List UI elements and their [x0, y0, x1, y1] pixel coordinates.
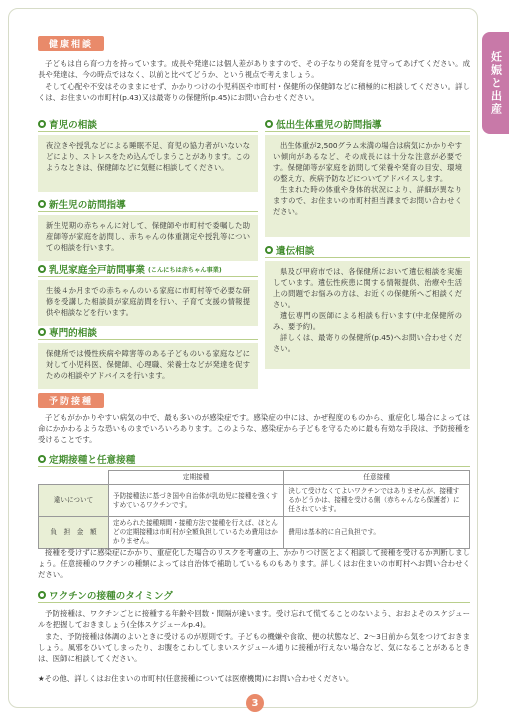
table-cell: 費用は基本的に自己負担です。 [284, 517, 470, 549]
low-birth-weight-visit-box [265, 135, 470, 237]
column-header-routine: 定期接種 [109, 471, 284, 485]
divider [265, 257, 470, 258]
vaccination-tag: 予防接種 [38, 393, 104, 408]
specialist-consultation-box: 保健所では慢性疾病や障害等のある子どものいる家庭などに対して小児科医、保健師、心理職、栄養士などが発達を促すための相談やアドバイスを行います。 [38, 343, 258, 389]
routine-optional-vaccination-heading: 定期接種と任意接種 [38, 452, 135, 466]
circle-bullet-icon [38, 200, 46, 208]
newborn-visit-heading: 新生児の訪問指導 [38, 197, 126, 211]
divider [38, 466, 470, 467]
divider [38, 211, 258, 212]
childcare-consultation-heading: 育児の相談 [38, 117, 97, 131]
timing-paragraph-1: 予防接種は、ワクチンごとに接種する年齢や回数・間隔が違います。受け忘れて慌てることのないよう、おおよそのスケジュールを把握しておきましょう(全体スケジュールp.4)。 [38, 609, 470, 630]
genetic-paragraph-2: 遺伝専門の医師による相談も行います(中北保健所のみ、要予約)。 [273, 311, 462, 331]
table-row [39, 485, 470, 517]
circle-bullet-icon [38, 265, 46, 273]
row-header-cost: 負 担 金 額 [39, 517, 109, 549]
divider [265, 131, 470, 132]
genetic-consultation-box [265, 261, 470, 369]
infant-household-visit-heading: 乳児家庭全戸訪問事業 (こんにちは赤ちゃん事業) [38, 262, 222, 276]
genetic-paragraph-3: 詳しくは、最寄りの保健所(p.45)へお問い合わせください。 [273, 333, 462, 353]
vaccination-intro: 子どもがかかりやすい病気の中で、最も多いのが感染症です。感染症の中には、かぜ程度のものから、重症化し場合によっては命にかかわるような恐いものまでいろいろあります。このような、感染症から子どもを守るために最も有効な手段は、予防接種を受けることです。 [38, 413, 470, 445]
infant-household-visit-box: 生後４か月までの赤ちゃんのいる家庭に市町村等で必要な研修を受講した相談員が家庭訪問を行い、子育て支援の情報提供や相談などを行います。 [38, 280, 258, 326]
infant-visit-note: (こんにちは赤ちゃん事業) [147, 266, 222, 274]
vaccine-timing-heading: ワクチンの接種のタイミング [38, 588, 173, 602]
timing-paragraph-2: また、予防接種は体調のよいときに受けるのが原則です。子どもの機嫌や食欲、便の状態など、2～3日前から気をつけておきましょう。風邪をひいてしまったり、お腹をこわしてしまいスケジュール通りに接種が行えない場合など、気になることがあるときは、医師に相談してください。 [38, 632, 470, 664]
table-cell: 定められた接種期間・接種方法で接種を行えば、ほとんどの定期接種は市町村が全額負担しているため費用はかかりません。 [109, 517, 284, 549]
divider [38, 339, 258, 340]
health-intro-paragraph-1: 子どもは自ら育つ力を持っています。成長や発達には個人差がありますので、その子なりの発育を見守ってあげてください。成長や発達は、今の時点ではなく、以前と比べてどうか、という視点で考えましょう。 [38, 59, 470, 80]
health-intro-paragraph-2: そして心配や不安はそのままにせず、かかりつけの小児科医や市町村・保健所の保健師などに積極的に相談してください。詳しくは、お住まいの市町村(p.43)又は最寄りの保健所(p.45)にお問い合わせください。 [38, 82, 470, 103]
divider [38, 276, 258, 277]
table-cell: 決して受けなくてよいワクチンではありませんが、接種するかどうかは、接種を受ける側（赤ちゃんなら保護者）に任されています。 [284, 485, 470, 517]
table-corner [39, 471, 109, 485]
circle-bullet-icon [38, 591, 46, 599]
column-header-optional: 任意接種 [284, 471, 470, 485]
vaccination-comparison-table [38, 470, 470, 549]
page-number: 3 [246, 694, 264, 712]
childcare-consultation-box: 夜泣きや授乳などによる睡眠不足、育児の協力者がいないなどにより、ストレスをため込んでしまうことがあります。このようなときは、保健師などに気軽に相談してください。 [38, 135, 258, 192]
circle-bullet-icon [265, 246, 273, 254]
genetic-consultation-heading: 遺伝相談 [265, 243, 314, 257]
row-header-difference: 違いについて [39, 485, 109, 517]
lbw-paragraph-1: 出生体重が2,500グラム未満の場合は病気にかかりやすい傾向があるなど、その成長には十分な注意が必要です。保健師等が家庭を訪問して栄養や発育の目安、環境の整え方、疾病予防などについてアドバイスします。 [273, 141, 462, 183]
vaccination-after-table: 接種を受けずに感染症にかかり、重症化した場合のリスクを考慮の上、かかりつけ医とよく相談して接種を受けるか判断しましょう。任意接種のワクチンの種類によっては自治体で補助しているものもあります。詳しくはお住まいの市町村へお問い合わせください。 [38, 548, 470, 580]
footnote: ★その他、詳しくはお住まいの市町村(任意接種については医療機関)にお問い合わせください。 [38, 674, 354, 683]
circle-bullet-icon [38, 455, 46, 463]
table-cell: 予防接種法に基づき国や自治体が乳幼児に接種を強くすすめているワクチンです。 [109, 485, 284, 517]
divider [38, 131, 258, 132]
newborn-visit-box: 新生児期の赤ちゃんに対して、保健師や市町村で委嘱した助産師等が家庭を訪問し、赤ちゃんの体重測定や授乳等についての相談を行います。 [38, 215, 258, 261]
specialist-consultation-heading: 専門的相談 [38, 325, 97, 339]
circle-bullet-icon [38, 328, 46, 336]
table-header-row [39, 471, 470, 485]
health-consultation-tag: 健康相談 [38, 36, 104, 51]
side-tab-pregnancy-birth[interactable]: 妊娠と出産 [482, 32, 509, 134]
table-row [39, 517, 470, 549]
circle-bullet-icon [38, 120, 46, 128]
circle-bullet-icon [265, 120, 273, 128]
divider [38, 602, 470, 603]
genetic-paragraph-1: 県及び甲府市では、各保健所において遺伝相談を実施しています。遺伝性疾患に関する情報提供、治療や生活上の問題でお悩みの方は、お近くの保健所へご相談ください。 [273, 267, 462, 309]
low-birth-weight-visit-heading: 低出生体重児の訪問指導 [265, 117, 382, 131]
lbw-paragraph-2: 生まれた時の体重や身体的状況により、詳細が異なりますので、お住まいの市町村担当課までお問い合わせください。 [273, 185, 462, 216]
